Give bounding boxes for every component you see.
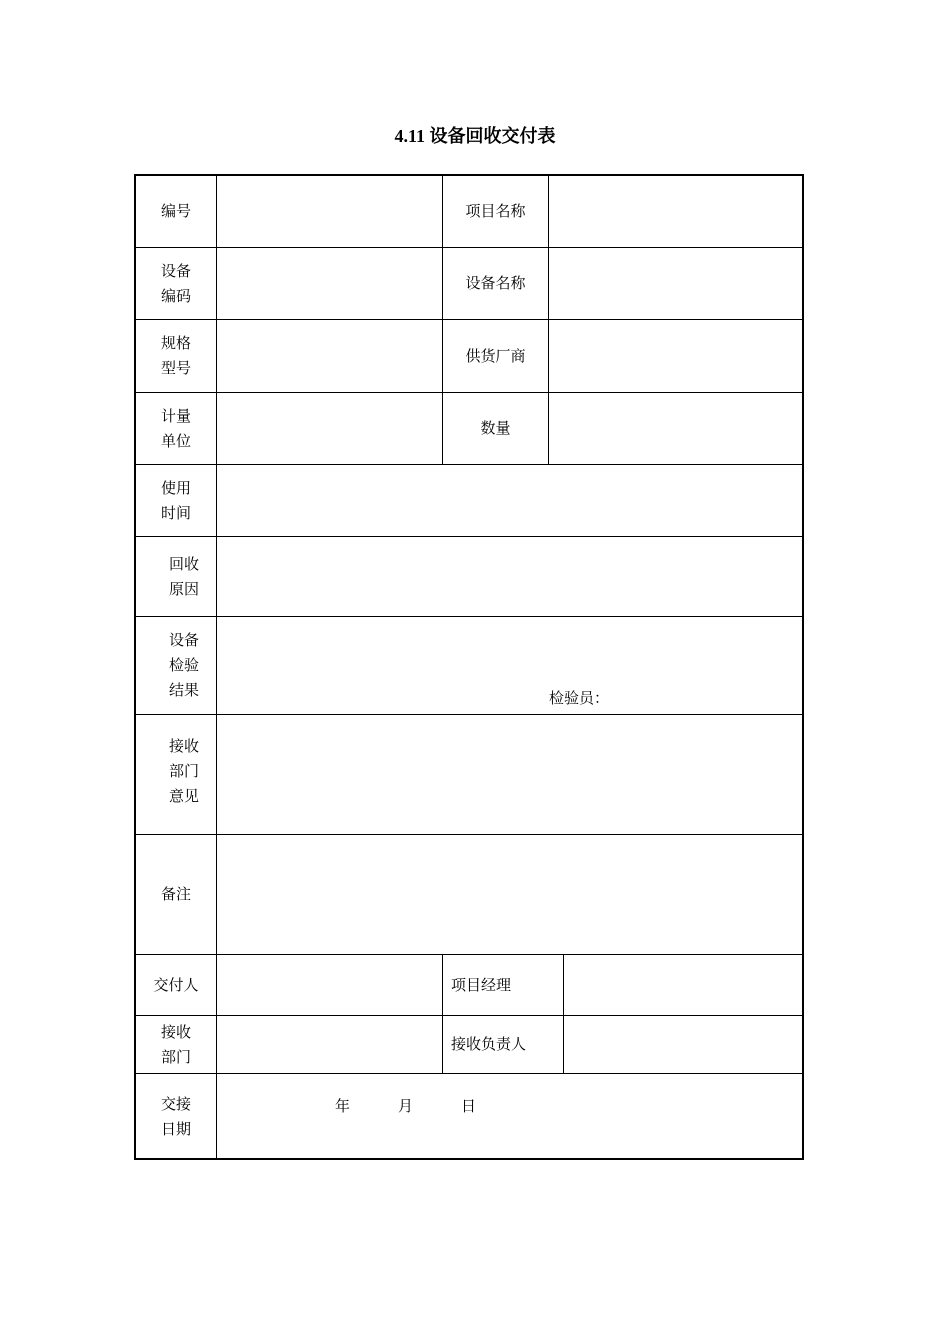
deliverer-label: 交付人 (153, 975, 199, 994)
project-manager-label-cell (443, 955, 563, 1015)
recovery-reason-label-cell (144, 537, 224, 616)
remarks-label: 备注 (160, 885, 191, 903)
spec-model-field[interactable] (217, 320, 442, 392)
equipment-name-label: 设备名称 (465, 274, 526, 292)
handover-date-field[interactable] (217, 1074, 802, 1158)
quantity-label: 数量 (480, 419, 511, 437)
spec-model-label-cell (136, 320, 216, 392)
unit-label: 计量 单位 (160, 406, 191, 450)
receiver-in-charge-field[interactable] (564, 1016, 802, 1073)
equipment-name-field[interactable] (549, 248, 802, 319)
equipment-name-label-cell (443, 248, 548, 319)
page-title: 4.11 设备回收交付表 (394, 126, 556, 146)
usage-time-field[interactable] (217, 465, 802, 536)
receiving-opinion-field[interactable] (217, 715, 802, 834)
project-manager-field[interactable] (564, 955, 802, 1015)
quantity-label-cell (443, 393, 548, 464)
recovery-reason-label: 回收 原因 (168, 554, 199, 598)
unit-field[interactable] (217, 393, 442, 464)
deliverer-label-cell (136, 955, 216, 1015)
remarks-field[interactable] (217, 835, 802, 954)
equipment-code-field[interactable] (217, 248, 442, 319)
inspection-result-label: 设备 检验 结果 (168, 631, 199, 699)
receiver-in-charge-label: 接收负责人 (451, 1035, 527, 1053)
receiving-opinion-label: 接收 部门 意见 (168, 737, 199, 805)
project-manager-label: 项目经理 (451, 975, 512, 994)
inspection-result-field[interactable] (217, 617, 802, 714)
unit-label-cell (136, 393, 216, 464)
inspection-result-label-cell (144, 617, 224, 714)
number-field[interactable] (217, 176, 442, 247)
number-label-cell (136, 176, 216, 247)
receiving-dept-field[interactable] (217, 1016, 442, 1073)
spec-model-label: 规格 型号 (160, 334, 191, 377)
usage-time-label: 使用 时间 (160, 478, 191, 522)
usage-time-label-cell (136, 465, 216, 536)
date-month-label: 月 (398, 1097, 414, 1115)
number-label: 编号 (160, 202, 191, 220)
equipment-recovery-form (134, 174, 804, 1160)
supplier-field[interactable] (549, 320, 802, 392)
project-name-label: 项目名称 (465, 202, 526, 220)
supplier-label-cell (443, 320, 548, 392)
receiving-dept-label: 接收 部门 (160, 1022, 191, 1066)
equipment-code-label: 设备 编码 (160, 261, 191, 305)
inspector-label: 检验员： (549, 689, 610, 707)
project-name-label-cell (443, 176, 548, 247)
handover-date-label: 交接 日期 (160, 1095, 191, 1138)
receiver-in-charge-label-cell (443, 1016, 563, 1073)
project-name-field[interactable] (549, 176, 802, 247)
remarks-label-cell (136, 835, 216, 954)
receiving-opinion-label-cell (144, 715, 224, 834)
date-day-label: 日 (461, 1097, 477, 1115)
equipment-code-label-cell (136, 248, 216, 319)
handover-date-label-cell (136, 1074, 216, 1158)
quantity-field[interactable] (549, 393, 802, 464)
supplier-label: 供货厂商 (465, 346, 526, 365)
receiving-dept-label-cell (136, 1016, 216, 1073)
recovery-reason-field[interactable] (217, 537, 802, 616)
deliverer-field[interactable] (217, 955, 442, 1015)
date-year-label: 年 (335, 1097, 351, 1115)
